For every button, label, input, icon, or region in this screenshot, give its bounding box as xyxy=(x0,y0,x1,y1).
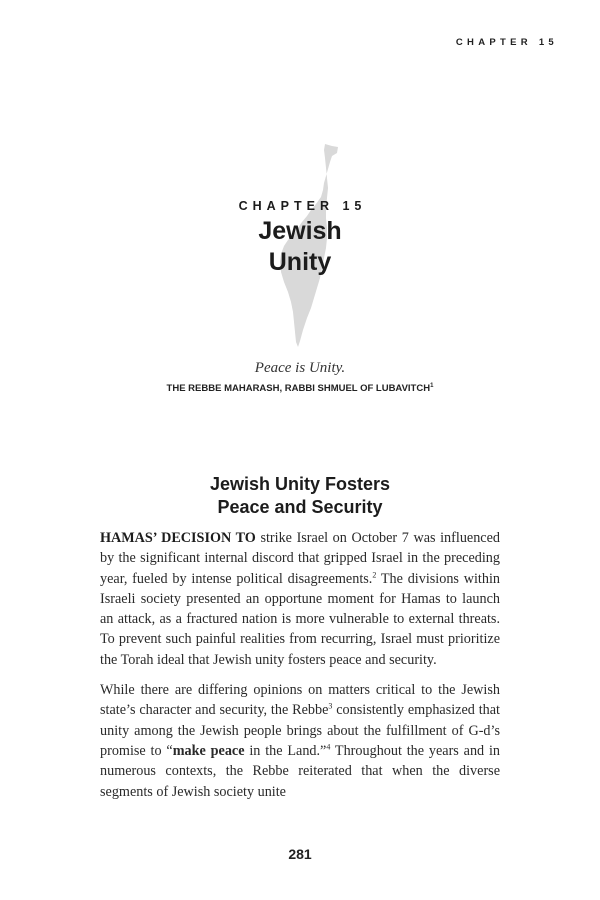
body-text xyxy=(100,528,500,812)
paragraph-2-text-c: in the Land.” xyxy=(244,742,327,759)
paragraph-1-text-b: The divisions within Israeli society presented an opportune moment for Hamas to launch an attack, as a fractured nation is more vulnerable to external threats. To prevent such painful realities from recurring, Israel must prioritize the Torah ideal that Jewish unity fosters peace and security. xyxy=(100,570,501,668)
section-heading xyxy=(0,473,600,519)
lead-in: HAMAS’ DECISION TO xyxy=(100,530,256,546)
paragraph-1 xyxy=(100,528,500,670)
chapter-title-line-2: Unity xyxy=(268,248,332,276)
attribution-text: THE REBBE MAHARASH, RABBI SHMUEL OF LUBAVITCH xyxy=(166,383,431,395)
paragraph-2-text-b: consistently emphasized that unity among the Jewish people brings about the fulfillment of G-d’s promise to “ xyxy=(100,702,500,759)
page-number: 281 xyxy=(288,846,312,862)
epigraph-quote: Peace is Unity. xyxy=(254,360,346,376)
chapter-title xyxy=(0,216,600,278)
running-head: CHAPTER 15 xyxy=(455,37,558,48)
emphasis-make-peace: make peace xyxy=(172,742,245,759)
footnote-ref-4: 4 xyxy=(326,742,331,752)
section-heading-line-2: Peace and Security xyxy=(217,497,383,517)
footnote-ref-2: 2 xyxy=(372,569,377,579)
epigraph-attribution xyxy=(0,383,600,394)
footnote-ref-1: 1 xyxy=(430,383,434,389)
chapter-title-line-1: Jewish xyxy=(258,217,342,245)
paragraph-2-text-a: While there are differing opinions on matters critical to the Jewish state’s character and security, the Rebbe xyxy=(100,682,500,719)
paragraph-2-text-d: Throughout the years and in numerous contexts, the Rebbe reiterated that when the diverse segments of Jewish society unite xyxy=(100,742,500,800)
chapter-label: CHAPTER 15 xyxy=(238,199,367,213)
section-heading-line-1: Jewish Unity Fosters xyxy=(209,474,391,494)
paragraph-1-text-a: strike Israel on October 7 was influenced by the significant internal discord that gripped Israel in the preceding year, fueled by intense political disagreements. xyxy=(100,530,500,587)
paragraph-2 xyxy=(100,680,500,802)
footnote-ref-3: 3 xyxy=(328,701,333,711)
